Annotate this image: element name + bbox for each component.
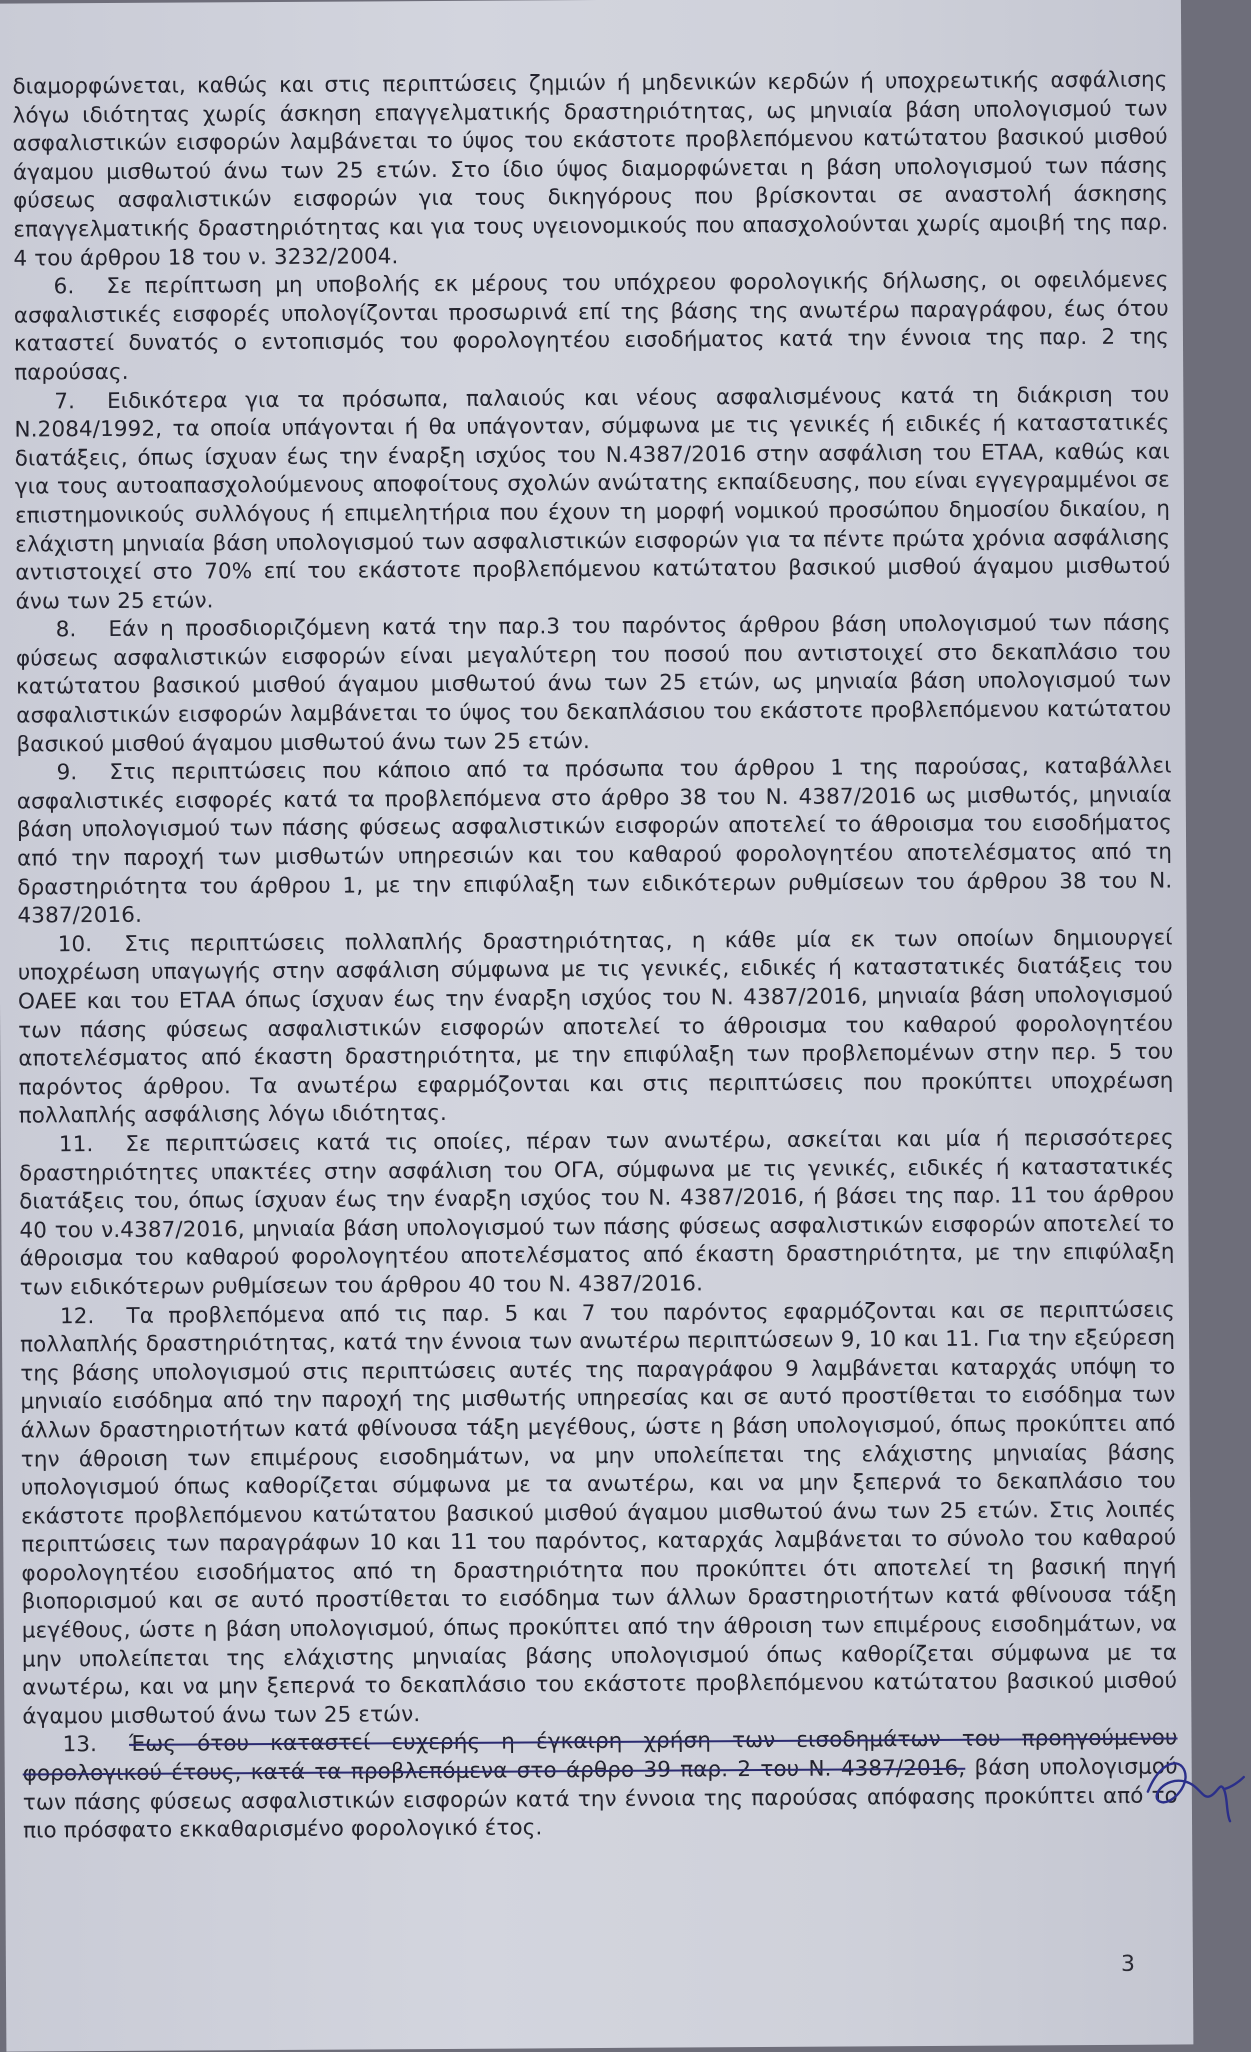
paragraph-text: Ειδικότερα για τα πρόσωπα, παλαιούς και νέους ασφαλισμένους κατά τη διάκριση του Ν.2084/1992, τα οποία υπάγονται ή θα υπάγονταν, σύμφωνα με τις γενικές ή ειδικές ή καταστατικές διατάξεις, όπως ίσχυαν έως την έναρξη ισχύος του Ν.4387/2016 στην ασφάλιση του ΕΤΑΑ, καθώς και για τους αυτοαπασχολούμενους αποφοίτους σχολών ανώτατης εκπαίδευσης, που είναι εγγεγραμμένοι σε επιστημονικούς συλλόγους ή επιμελητήρια που έχουν τη μορφή νομικού προσώπου δημοσίου δικαίου, η ελάχιστη μηνιαία βάση υπολογισμού των ασφαλιστικών εισφορών για τα πέντε πρώτα χρόνια ασφάλισης αντιστοιχεί στο 70% επί του εκάστοτε προβλεπόμενου κατώτατου βασικού μισθού άγαμου μισθωτού άνω των 25 ετών. bbox=[14, 382, 1171, 615]
paragraph-text: βάση υπολογισμού των πάσης φύσεως ασφαλιστικών εισφορών κατά την έννοια της παρούσας απόφασης προκύπτει από το πιο πρόσφατο εκκαθαρισμένο φορολογικό έτος. bbox=[22, 1754, 1178, 1844]
paragraph-text: Τα προβλεπόμενα από τις παρ. 5 και 7 του παρόντος εφαρμόζονται και σε περιπτώσεις πολλαπλής δραστηριότητας, κατά την έννοια των ανωτέρω περιπτώσεων 9, 10 και 11. Για την εξεύρεση της βάσης υπολογισμού στις περιπτώσεις αυτές της παραγράφου 9 λαμβάνεται καταρχάς υπόψη το μηνιαίο εισόδημα από την παροχή της μισθωτής υπηρεσίας και σε αυτό προστίθεται το εισόδημα των άλλων δραστηριοτήτων κατά φθίνουσα τάξη μεγέθους, ώστε η βάση υπολογισμού, όπως προκύπτει από την άθροιση των επιμέρους εισοδημάτων, να μην υπολείπεται της ελάχιστης μηνιαίας βάσης υπολογισμού όπως καθορίζεται σύμφωνα με τα ανωτέρω, και να μην ξεπερνά το δεκαπλάσιο του εκάστοτε προβλεπόμενου κατώτατου βασικού μισθού άγαμου μισθωτού άνω των 25 ετών. Στις λοιπές περιπτώσεις των παραγράφων 10 και 11 του παρόντος, καταρχάς λαμβάνεται το σύνολο του καθαρού φορολογητέου εισοδήματος από τη δραστηριότητα που προκύπτει ότι αποτελεί τη βασική πηγή βιοπορισμού και σε αυτό προστίθεται το εισόδημα των άλλων δραστηριοτήτων κατά φθίνουσα τάξη μεγέθους, ώστε η βάση υπολογισμού, όπως προκύπτει από την άθροιση των επιμέρους εισοδημάτων, να μην υπολείπεται της ελάχιστης μηνιαίας βάσης υπολογισμού όπως καθορίζεται σύμφωνα με τα ανωτέρω, και να μην ξεπερνά το δεκαπλάσιο του εκάστοτε προβλεπόμενου κατώτατου βασικού μισθού άγαμου μισθωτού άνω των 25 ετών. bbox=[20, 1297, 1178, 1730]
paragraph-text: Σε περίπτωση μη υποβολής εκ μέρους του υπόχρεου φορολογικής δήλωσης, οι οφειλόμενες ασφαλιστικές εισφορές υπολογίζονται προσωρινά επί της βάσης της ανωτέρω παραγράφου, έως ότου καταστεί δυνατός ο εντοπισμός του φορολογητέου εισοδήματος κατά την έννοια της παρ. 2 της παρούσας. bbox=[13, 267, 1170, 386]
paragraph-text: Εάν η προσδιοριζόμενη κατά την παρ.3 του παρόντος άρθρου βάση υπολογισμού των πάσης φύσεως ασφαλιστικών εισφορών είναι μεγαλύτερη του ποσού που αντιστοιχεί στο δεκαπλάσιο του κατώτατου βασικού μισθού άγαμου μισθωτού άνω των 25 ετών, ως μηνιαία βάση υπολογισμού των ασφαλιστικών εισφορών λαμβάνεται το ύψος του δεκαπλάσιου του εκάστοτε προβλεπόμενου κατώτατου βασικού μισθού άγαμου μισθωτού άνω των 25 ετών. bbox=[15, 610, 1172, 758]
document-body bbox=[12, 67, 1178, 1847]
paragraph-13 bbox=[22, 1725, 1178, 1846]
handwritten-initials-mark bbox=[1140, 1751, 1250, 1832]
paragraph-number: 6. bbox=[53, 274, 75, 300]
paragraph-9 bbox=[17, 753, 1173, 932]
paragraph-7 bbox=[14, 381, 1170, 617]
paragraph-number: 13. bbox=[62, 1732, 98, 1758]
paragraph-text: διαμορφώνεται, καθώς και στις περιπτώσεις ζημιών ή μηδενικών κερδών ή υποχρεωτικής ασφάλισης λόγω ιδιότητας χωρίς άσκηση επαγγελματικής δραστηριότητας, ως μηνιαία βάση υπολογισμού των ασφαλιστικών εισφορών λαμβάνεται το ύψος του εκάστοτε προβλεπόμενου κατώτατου βασικού μισθού άγαμου μισθωτού άνω των 25 ετών. Στο ίδιο ύψος διαμορφώνεται η βάση υπολογισμού των πάσης φύσεως ασφαλιστικών εισφορών για τους δικηγόρους που βρίσκονται σε αναστολή άσκησης επαγγελματικής δραστηριότητας και για τους υγειονομικούς που απασχολούνται χωρίς αμοιβή της παρ. 4 του άρθρου 18 του ν. 3232/2004. bbox=[12, 67, 1169, 272]
paragraph-number: 7. bbox=[54, 388, 76, 414]
page-number: 3 bbox=[1120, 1951, 1135, 1977]
paragraph-11 bbox=[19, 1124, 1175, 1303]
paragraph-6 bbox=[14, 267, 1170, 388]
paragraph-number: 11. bbox=[58, 1132, 94, 1158]
paragraph-number: 12. bbox=[59, 1303, 95, 1329]
paragraph-text: Στις περιπτώσεις πολλαπλής δραστηριότητας, η κάθε μία εκ των οποίων δημιουργεί υποχρέωση υπαγωγής στην ασφάλιση σύμφωνα με τις γενικές, ειδικές ή καταστατικές διατάξεις του ΟΑΕΕ και του ΕΤΑΑ όπως ίσχυαν έως την έναρξη ισχύος του Ν. 4387/2016, μηνιαία βάση υπολογισμού των πάσης φύσεως ασφαλιστικών εισφορών αποτελεί το άθροισμα του καθαρού φορολογητέου αποτελέσματος από έκαστη δραστηριότητα, με την επιφύλαξη των προβλεπομένων στην περ. 5 του παρόντος άρθρου. Τα ανωτέρω εφαρμόζονται και στις περιπτώσεις που προκύπτει υποχρέωση πολλαπλής ασφάλισης λόγω ιδιότητας. bbox=[17, 925, 1174, 1129]
paragraph-8 bbox=[16, 610, 1172, 760]
paragraph-number: 8. bbox=[55, 617, 77, 643]
paragraph-10 bbox=[18, 924, 1174, 1131]
struck-through-text: Έως ότου καταστεί ευχερής η έγκαιρη χρήση των εισοδημάτων του προηγούμενου φορολογικού έτους, κατά τα προβλεπόμενα στο άρθρο 39 παρ. 2 του Ν. 4387/2016, bbox=[22, 1725, 1178, 1787]
paragraph-number: 9. bbox=[56, 760, 78, 786]
paragraph-text: Στις περιπτώσεις που κάποιο από τα πρόσωπα του άρθρου 1 της παρούσας, καταβάλλει ασφαλιστικές εισφορές κατά τα προβλεπόμενα στο άρθρο 38 του Ν. 4387/2016 ως μισθωτός, μηνιαία βάση υπολογισμού των πάσης φύσεως ασφαλιστικών εισφορών αποτελεί το άθροισμα του εισοδήματος από την παροχή των μισθωτών υπηρεσιών και του καθαρού φορολογητέου αποτελέσματος από τη δραστηριότητα του άρθρου 1, με την επιφύλαξη των ειδικότερων ρυθμίσεων του άρθρου 38 του Ν. 4387/2016. bbox=[16, 753, 1173, 929]
paragraph-12 bbox=[20, 1296, 1178, 1732]
paragraph-text: Σε περιπτώσεις κατά τις οποίες, πέραν των ανωτέρω, ασκείται και μία ή περισσότερες δραστηριότητες υπακτέες στην ασφάλιση του ΟΓΑ, σύμφωνα με τις γενικές, ειδικές ή καταστατικές διατάξεις του, όπως ίσχυαν έως την έναρξη ισχύος του Ν. 4387/2016, ή βάσει της παρ. 11 του άρθρου 40 του ν.4387/2016, μηνιαία βάση υπολογισμού των πάσης φύσεως ασφαλιστικών εισφορών αποτελεί το άθροισμα του καθαρού φορολογητέου αποτελέσματος από έκαστη δραστηριότητα, με την επιφύλαξη των ειδικότερων ρυθμίσεων του άρθρου 40 του Ν. 4387/2016. bbox=[18, 1125, 1175, 1301]
paragraph-number: 10. bbox=[57, 931, 93, 958]
paragraph-5-continuation bbox=[12, 67, 1168, 274]
